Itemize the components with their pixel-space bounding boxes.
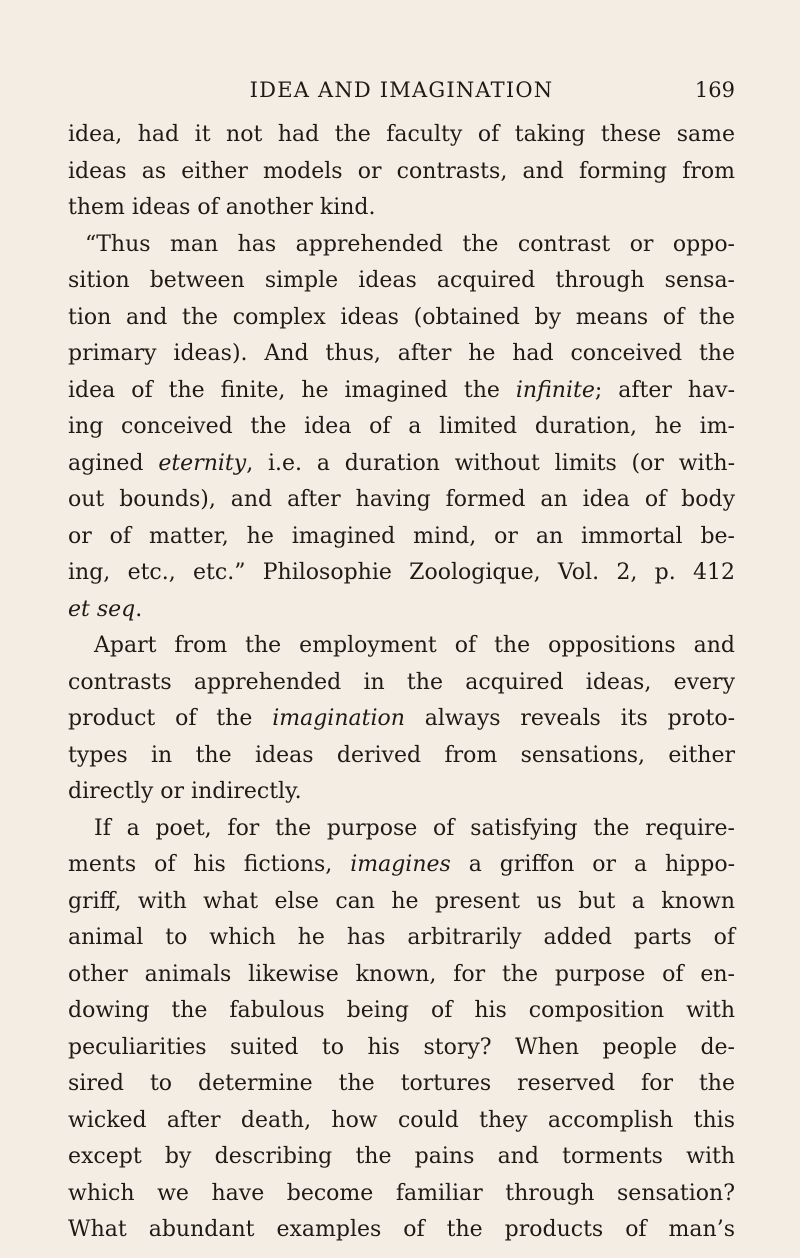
text-segment: “Thus man has apprehended the contrast or oppo- xyxy=(85,231,735,257)
italic-segment: imagines xyxy=(350,852,451,877)
text-segment: wicked after death, how could they accomplish this xyxy=(68,1107,735,1133)
text-segment: peculiarities suited to his story? When people de- xyxy=(68,1034,735,1060)
text-segment: types in the ideas derived from sensations, either xyxy=(68,742,735,768)
running-title: IDEA AND IMAGINATION xyxy=(249,78,554,102)
text-line xyxy=(68,1212,735,1249)
text-segment: What abundant examples of the products of man’s xyxy=(68,1217,735,1242)
text-line xyxy=(68,665,735,702)
text-line xyxy=(68,1066,735,1103)
italic-segment: imagination xyxy=(272,706,405,731)
text-line xyxy=(68,117,735,154)
text-line xyxy=(68,701,735,738)
text-line xyxy=(68,1103,735,1140)
text-segment: always reveals its proto- xyxy=(404,706,736,731)
text-segment: directly or indirectly. xyxy=(68,779,302,804)
text-segment: primary ideas). And thus, after he had conceived the xyxy=(68,341,735,366)
italic-segment: et seq xyxy=(68,596,136,622)
text-line xyxy=(68,774,735,811)
text-line xyxy=(68,1139,735,1176)
text-segment: or of matter, he imagined mind, or an immortal be- xyxy=(68,523,735,549)
text-line xyxy=(68,227,735,264)
text-segment: idea, had it not had the faculty of taking these same xyxy=(68,122,735,147)
text-line xyxy=(68,373,735,410)
italic-segment: eternity xyxy=(158,450,247,476)
page-number: 169 xyxy=(694,78,735,102)
text-segment: product of the xyxy=(68,706,273,731)
text-line xyxy=(68,920,735,957)
text-segment: If a poet, for the purpose of satisfying the require- xyxy=(94,815,735,841)
text-line xyxy=(68,811,735,848)
text-segment: agined xyxy=(68,450,159,476)
body-text xyxy=(68,117,735,1249)
text-line xyxy=(68,409,735,446)
text-line xyxy=(68,592,735,629)
text-line xyxy=(68,1030,735,1067)
text-line xyxy=(68,993,735,1030)
text-segment: , i.e. a duration without limits (or with- xyxy=(246,450,736,476)
text-line xyxy=(68,957,735,994)
text-line xyxy=(68,263,735,300)
text-segment: ideas as either models or contrasts, and forming from xyxy=(68,158,735,184)
text-segment: other animals likewise known, for the purpose of en- xyxy=(68,961,735,987)
text-segment: except by describing the pains and torments with xyxy=(68,1144,735,1169)
text-segment: out bounds), and after having formed an idea of body xyxy=(68,487,735,512)
text-line xyxy=(68,154,735,191)
text-segment: griff, with what else can he present us but a known xyxy=(68,888,735,914)
text-line xyxy=(68,482,735,519)
text-segment: tion and the complex ideas (obtained by means of the xyxy=(68,304,735,330)
text-segment: idea of the finite, he imagined the xyxy=(68,377,516,403)
italic-segment: infinite xyxy=(515,377,595,403)
text-segment: a griffon or a hippo- xyxy=(450,852,735,877)
text-segment: ments of his fictions, xyxy=(68,852,351,877)
text-segment: ; after hav- xyxy=(594,377,735,403)
text-line xyxy=(68,336,735,373)
text-segment: ing conceived the idea of a limited duration, he im- xyxy=(68,414,735,439)
text-line xyxy=(68,555,735,592)
text-segment: sition between simple ideas acquired through sensa- xyxy=(68,268,735,293)
text-segment: dowing the fabulous being of his composition with xyxy=(68,998,735,1023)
text-line xyxy=(68,738,735,775)
text-segment: them ideas of another kind. xyxy=(68,195,376,220)
text-line xyxy=(68,446,735,483)
text-segment: ing, etc., etc.” Philosophie Zoologique, Vol. 2, p. 412 xyxy=(68,560,735,585)
text-line xyxy=(68,190,735,227)
text-line xyxy=(68,300,735,337)
text-segment: . xyxy=(135,596,143,622)
text-line xyxy=(68,519,735,556)
text-line xyxy=(68,1176,735,1213)
text-line xyxy=(68,884,735,921)
text-line xyxy=(68,628,735,665)
text-segment: sired to determine the tortures reserved for the xyxy=(68,1071,735,1096)
text-segment: contrasts apprehended in the acquired ideas, every xyxy=(68,669,735,695)
text-line xyxy=(68,847,735,884)
text-segment: animal to which he has arbitrarily added parts of xyxy=(68,925,735,950)
text-segment: Apart from the employment of the oppositions and xyxy=(94,633,735,658)
running-head xyxy=(68,74,735,106)
text-segment: which we have become familiar through sensation? xyxy=(68,1180,735,1206)
